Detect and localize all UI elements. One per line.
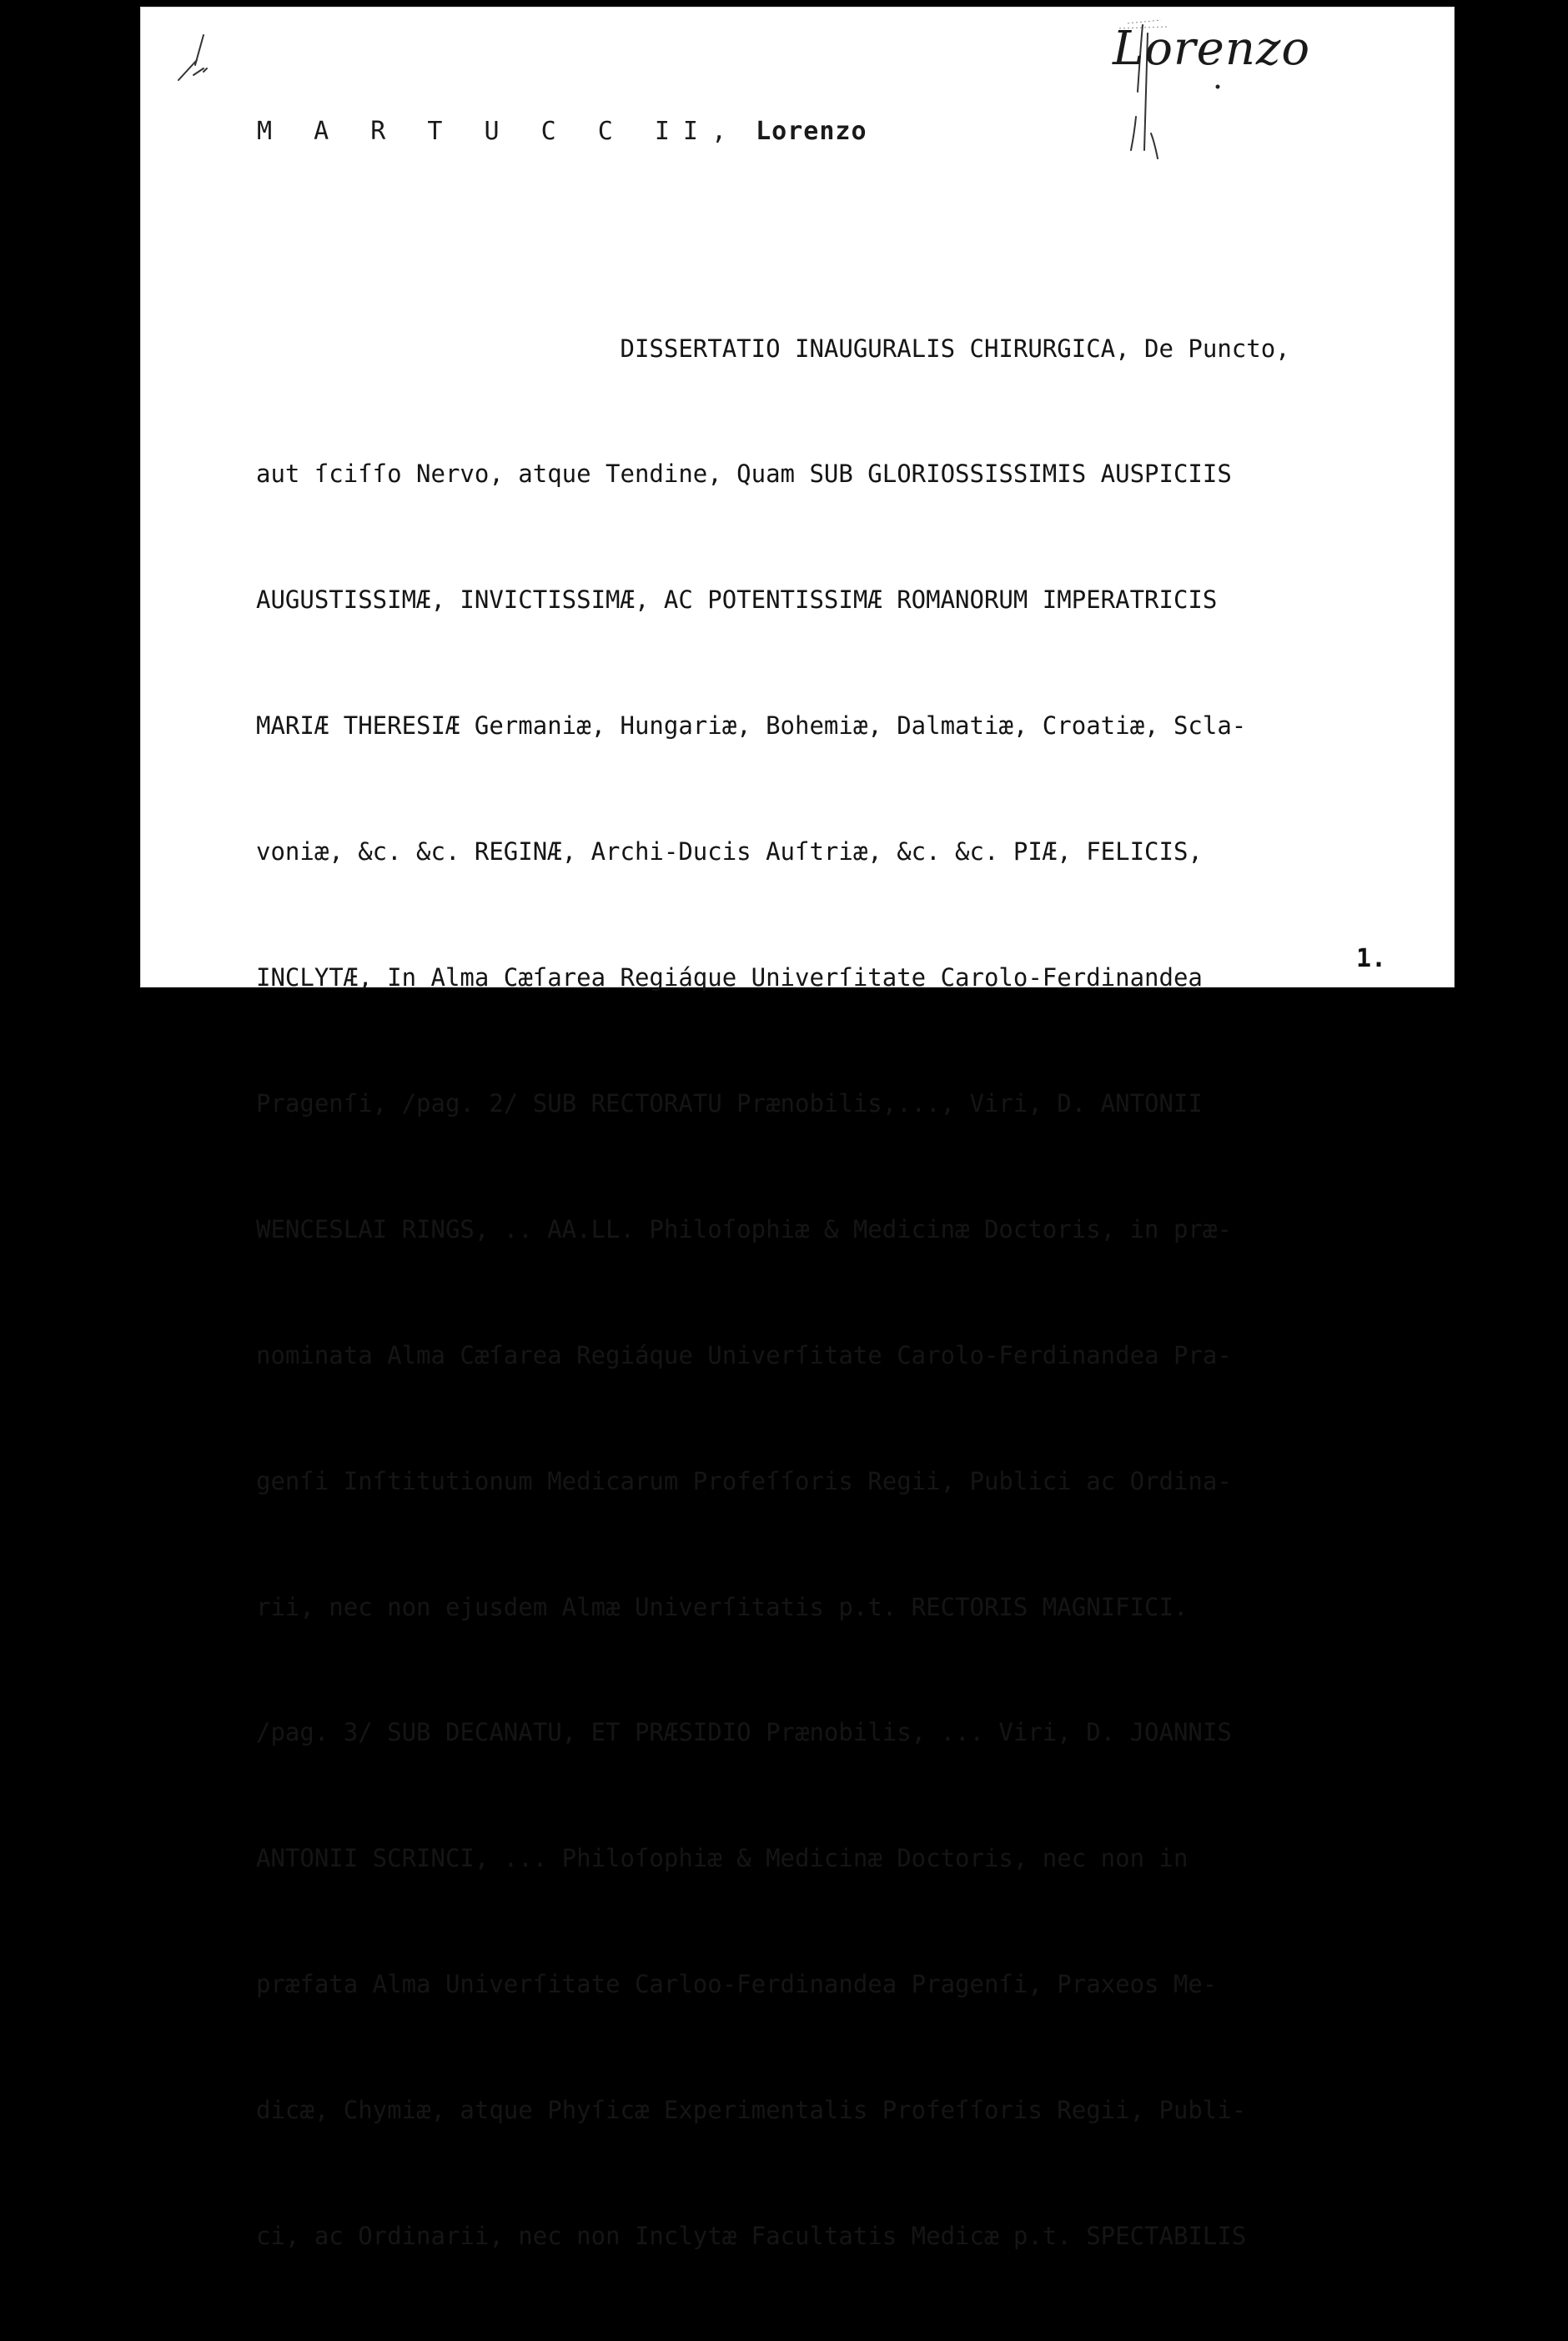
heading-surname: M A R T U C C II, <box>257 117 741 146</box>
body-line: aut ſciſſo Nervo, atque Tendine, Quam SUB GLORIOSSISSIMIS AUSPICIIS <box>256 460 1232 489</box>
body-line: INCLYTÆ, In Alma Cæſarea Regiáque Univerſitate Carolo-Ferdinandea <box>256 963 1203 992</box>
catalog-card <box>140 7 1455 2250</box>
body-line: ANTONII SCRINCI, ... Philoſophiæ & Medicinæ Doctoris, nec non in <box>256 1844 1189 1873</box>
body-line: nominata Alma Cæſarea Regiáque Univerſitate Carolo-Ferdinandea Pra- <box>256 1340 1232 1369</box>
pencil-mark-icon <box>170 32 220 98</box>
body-line: voniæ, &c. &c. REGINÆ, Archi-Ducis Auſtriæ, &c. &c. PIÆ, FELICIS, <box>256 837 1203 867</box>
body-line: MARIÆ THERESIÆ Germaniæ, Hungariæ, Bohemiæ, Dalmatiæ, Croatiæ, Scla- <box>256 711 1247 741</box>
body-line: DISSERTATIO INAUGURALIS CHIRURGICA, De Puncto, <box>256 334 1290 363</box>
heading-given-name: Lorenzo <box>756 117 867 146</box>
body-line: rii, nec non ejusdem Almæ Univerſitatis p.t. RECTORIS MAGNIFICI. <box>256 1592 1189 1621</box>
body-line: genſi Inſtitutionum Medicarum Profeſſoris Regii, Publici ac Ordina- <box>256 1466 1232 1495</box>
page-number: 1. <box>1356 944 1387 973</box>
dissertation-text <box>256 244 1374 2341</box>
body-line: /pag. 3/ SUB DECANATU, ET PRÆSIDIO Prænobilis, ... Viri, D. JOANNIS <box>256 1718 1232 1747</box>
body-line: Pragenſi, /pag. 2/ SUB RECTORATU Prænobilis,..., Viri, D. ANTONII <box>256 1088 1203 1118</box>
body-line: dicæ, Chymiæ, atque Phyſicæ Experimentalis Profeſſoris Regii, Publi- <box>256 2096 1247 2125</box>
handwritten-name: Lorenzo <box>1113 22 1311 76</box>
body-line: WENCESLAI RINGS, .. AA.LL. Philoſophiæ & Medicinæ Doctoris, in præ- <box>256 1214 1232 1243</box>
heading <box>257 117 867 146</box>
body-line: præfata Alma Univerſitate Carloo-Ferdinandea Pragenſi, Praxeos Me- <box>256 1970 1218 1999</box>
body-line: ci, ac Ordinarii, nec non Inclytæ Facultatis Medicæ p.t. SPECTABILIS <box>256 2221 1247 2250</box>
body-line: AUGUSTISSIMÆ, INVICTISSIMÆ, AC POTENTISSIMÆ ROMANORUM IMPERATRICIS <box>256 585 1218 615</box>
